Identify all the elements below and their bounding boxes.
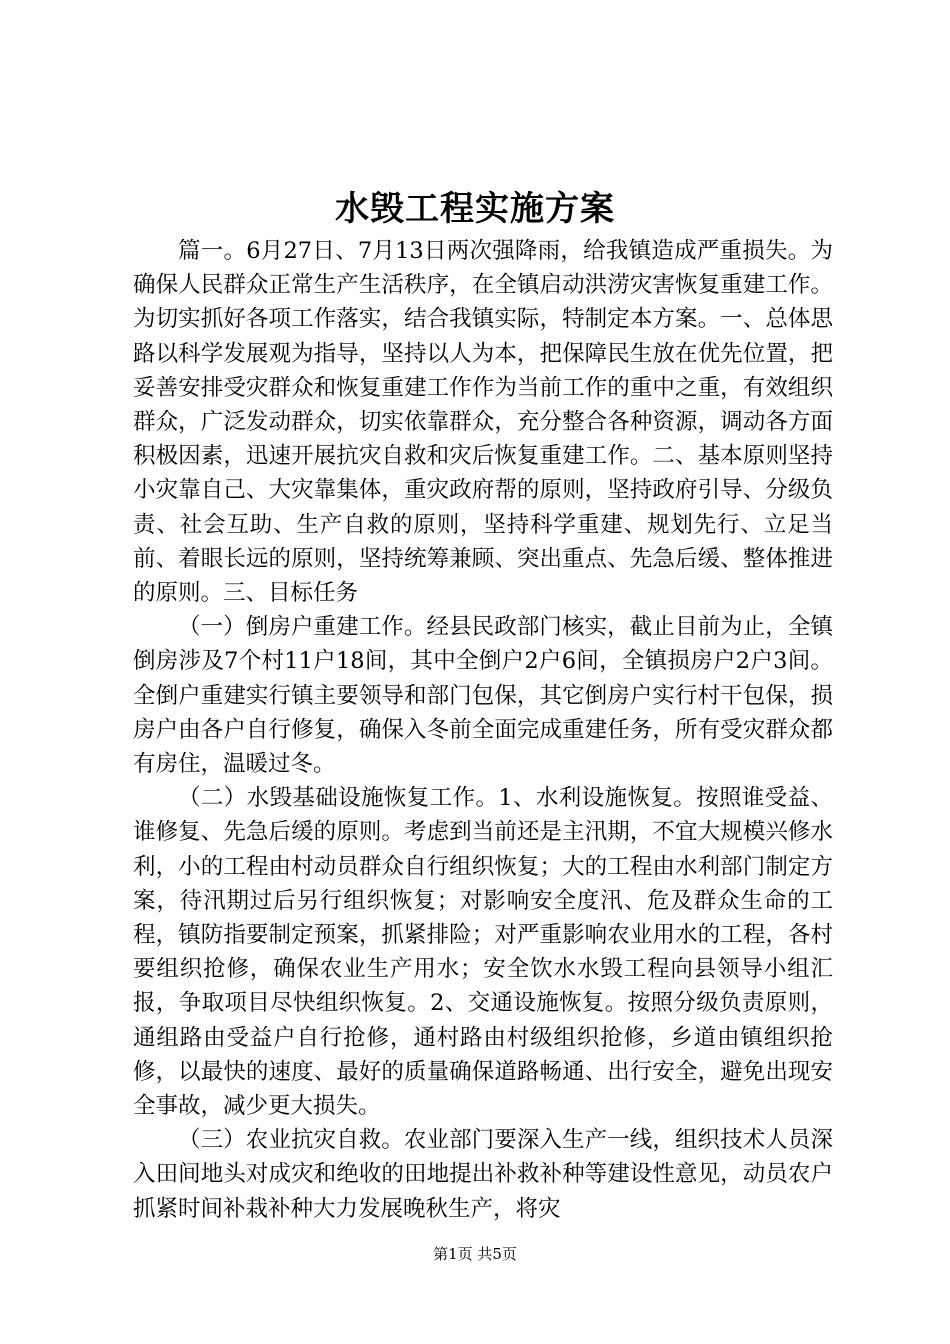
paragraph-agriculture: （三）农业抗灾自救。农业部门要深入生产一线，组织技术人员深入田间地头对成灾和绝收的田地提出补救补种等建设性意见，动员农户抓紧时间补栽补种大力发展晚秋生产，将灾 bbox=[133, 1127, 833, 1222]
document-body bbox=[133, 234, 833, 1226]
paragraph-house-rebuild: （一）倒房户重建工作。经县民政部门核实，截止目前为止，全镇倒房涉及7个村11户18间，其中全倒户2户6间，全镇损房户2户3间。全倒户重建实行镇主要领导和部门包保，其它倒房户实行村干包保，损房户由各户自行修复，确保入冬前全面完成重建任务，所有受灾群众都有房住，温暖过冬。 bbox=[133, 614, 833, 778]
paragraph-intro: 篇一。6月27日、7月13日两次强降雨，给我镇造成严重损失。为确保人民群众正常生产生活秩序，在全镇启动洪涝灾害恢复重建工作。为切实抓好各项工作落实，结合我镇实际，特制定本方案。一、总体思路以科学发展观为指导，坚持以人为本，把保障民生放在优先位置，把妥善安排受灾群众和恢复重建工作作为当前工作的重中之重，有效组织群众，广泛发动群众，切实依靠群众，充分整合各种资源，调动各方面积极因素，迅速开展抗灾自救和灾后恢复重建工作。二、基本原则坚持小灾靠自己、大灾靠集体，重灾政府帮的原则，坚持政府引导、分级负责、社会互助、生产自救的原则，坚持科学重建、规划先行、立足当前、着眼长远的原则，坚持统筹兼顾、突出重点、先急后缓、整体推进的原则。三、目标任务 bbox=[133, 238, 833, 607]
document-title: 水毁工程实施方案 bbox=[335, 189, 615, 229]
paragraph-infrastructure: （二）水毁基础设施恢复工作。1、水利设施恢复。按照谁受益、谁修复、先急后缓的原则。考虑到当前还是主汛期，不宜大规模兴修水利，小的工程由村动员群众自行组织恢复；大的工程由水利部门制定方案，待汛期过后另行组织恢复；对影响安全度汛、危及群众生命的工程，镇防指要制定预案，抓紧排险；对严重影响农业用水的工程，各村要组织抢修，确保农业生产用水；安全饮水水毁工程向县领导小组汇报，争取项目尽快组织恢复。2、交通设施恢复。按照分级负责原则，通组路由受益户自行抢修，通村路由村级组织抢修，乡道由镇组织抢修，以最快的速度、最好的质量确保道路畅通、出行安全，避免出现安全事故，减少更大损失。 bbox=[133, 785, 833, 1120]
page-footer: 第1页 共5页 bbox=[433, 1245, 517, 1263]
